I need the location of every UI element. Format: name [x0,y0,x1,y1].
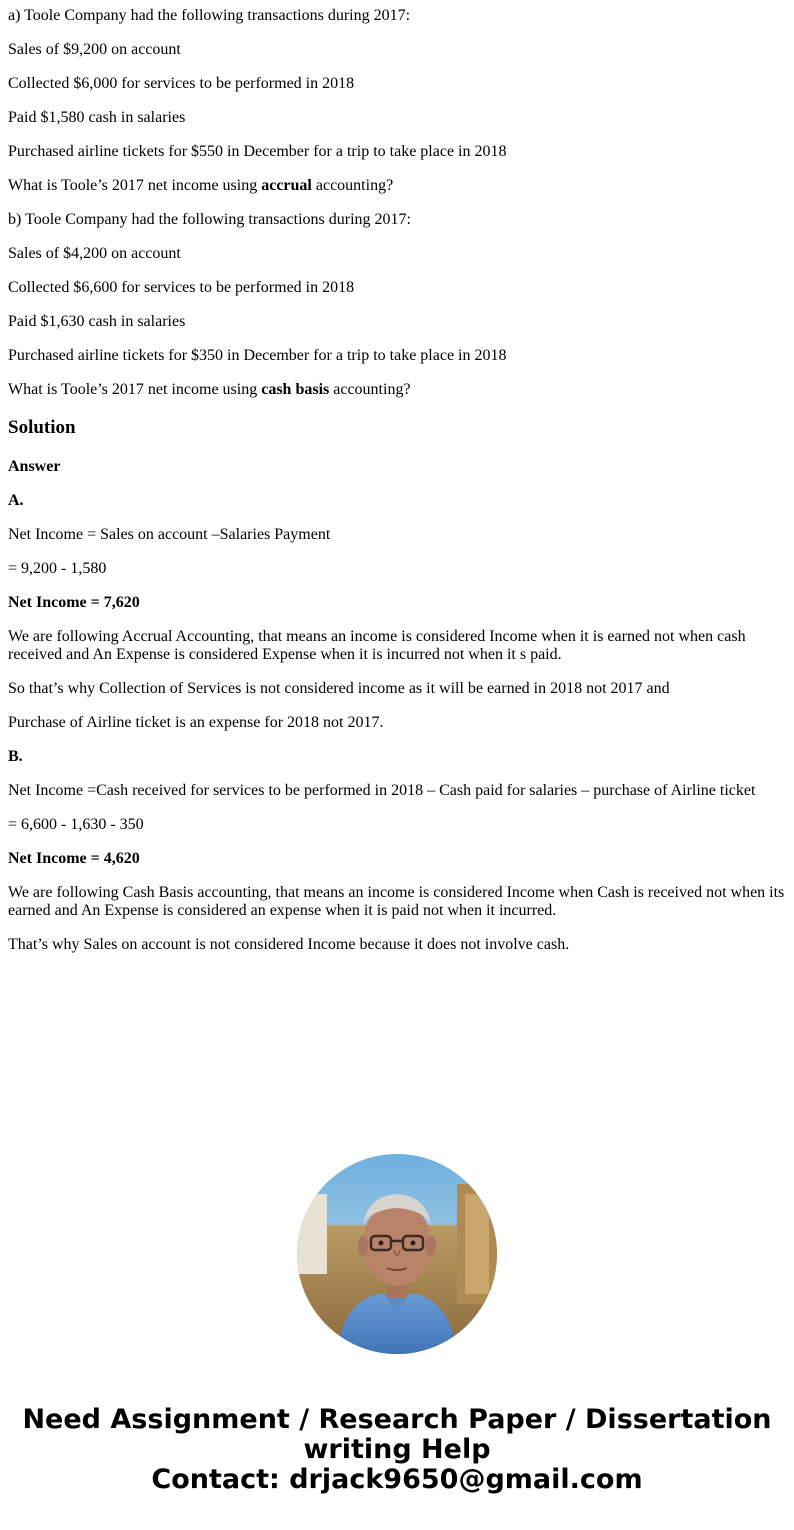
answer-label-text: Answer [8,458,61,475]
part-b-item-2: Collected $6,600 for services to be performed in 2018 [8,279,355,296]
part-b-item-4: Purchased airline tickets for $350 in December for a trip to take place in 2018 [8,347,507,364]
document-body [0,7,794,954]
part-a-intro: a) Toole Company had the following transactions during 2017: [8,7,411,24]
part-a-question [8,177,786,195]
cta-contact-email: Contact: drjack9650@gmail.com [151,1464,643,1495]
solution-a-result [8,594,786,612]
solution-b-explain-1: We are following Cash Basis accounting, that means an income is considered Income when Cash is received not when its earned and An Expense is considered an expense when it is paid not when it incurred. [8,884,785,919]
solution-b-label [8,748,786,766]
solution-a-label-text: A. [8,492,24,509]
solution-b-explain-2: That’s why Sales on account is not considered Income because it does not involve cash. [8,936,570,953]
solution-b-result-text: Net Income = 4,620 [8,850,140,867]
solution-b-calc: = 6,600 - 1,630 - 350 [8,816,144,833]
solution-heading: Solution [8,417,76,438]
part-a-item-2: Collected $6,000 for services to be performed in 2018 [8,75,355,92]
part-b-item-3: Paid $1,630 cash in salaries [8,313,186,330]
answer-label [8,458,786,476]
solution-b-label-text: B. [8,748,23,765]
part-a-question-post: accounting? [311,177,394,194]
part-b-question-post: accounting? [329,381,411,398]
cta-line-1: Need Assignment / Research Paper / Dissertation [22,1404,772,1435]
contact-banner [0,1405,794,1495]
solution-b-formula: Net Income =Cash received for services to be performed in 2018 – Cash paid for salaries – purchase of Airline ticket [8,782,756,799]
avatar [297,1154,497,1354]
solution-a-calc: = 9,200 - 1,580 [8,560,107,577]
part-b-item-1: Sales of $4,200 on account [8,245,181,262]
solution-a-formula: Net Income = Sales on account –Salaries Payment [8,526,331,543]
part-b-question [8,381,786,399]
spacer [0,970,794,1154]
solution-a-explain-3: Purchase of Airline ticket is an expense for 2018 not 2017. [8,714,384,731]
avatar-container [0,1154,794,1354]
part-b-question-bold: cash basis [261,381,330,398]
part-a-question-bold: accrual [261,177,312,194]
solution-b-result [8,850,786,868]
part-a-question-pre: What is Toole’s 2017 net income using [8,177,262,194]
cta-line-2: writing Help [303,1434,491,1465]
part-b-question-pre: What is Toole’s 2017 net income using [8,381,262,398]
part-a-item-3: Paid $1,580 cash in salaries [8,109,186,126]
part-a-item-4: Purchased airline tickets for $550 in December for a trip to take place in 2018 [8,143,507,160]
solution-a-label [8,492,786,510]
solution-a-result-text: Net Income = 7,620 [8,594,140,611]
avatar-portrait-image [297,1154,497,1354]
part-a-item-1: Sales of $9,200 on account [8,41,181,58]
solution-a-explain-1: We are following Accrual Accounting, that means an income is considered Income when it is earned not when cash received and An Expense is considered Expense when it is incurred not when it s paid. [8,628,746,663]
solution-a-explain-2: So that’s why Collection of Services is not considered income as it will be earned in 2018 not 2017 and [8,680,670,697]
part-b-intro: b) Toole Company had the following transactions during 2017: [8,211,411,228]
